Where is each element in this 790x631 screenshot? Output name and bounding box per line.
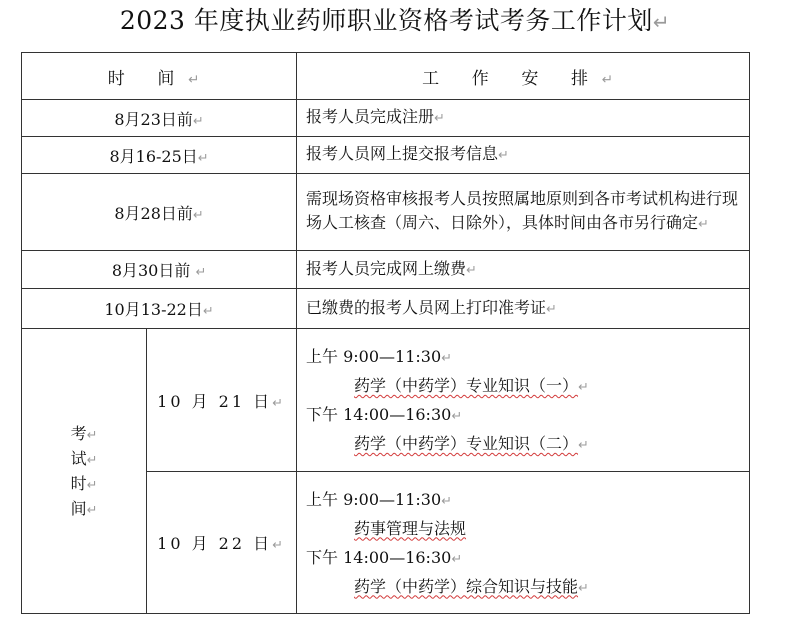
schedule-table xyxy=(21,52,750,614)
paragraph-mark-icon: ↵ xyxy=(451,409,463,424)
paragraph-mark-icon: ↵ xyxy=(652,10,671,34)
paragraph-mark-icon: ↵ xyxy=(546,301,557,317)
header-time xyxy=(22,53,297,100)
paragraph-mark-icon: ↵ xyxy=(441,493,452,509)
paragraph-mark-icon: ↵ xyxy=(86,503,98,518)
session-subject: 药学（中药学）综合知识与技能↵ xyxy=(354,576,589,596)
paragraph-mark-icon: ↵ xyxy=(441,351,452,366)
paragraph-mark-icon: ↵ xyxy=(86,428,98,443)
session-subject: 药学（中药学）专业知识（一）↵ xyxy=(354,376,589,395)
paragraph-mark-icon: ↵ xyxy=(86,478,98,493)
row-task xyxy=(297,137,750,174)
paragraph-mark-icon: ↵ xyxy=(197,150,209,166)
row-date-text: 8月16-25日 xyxy=(109,146,198,166)
paragraph-mark-icon: ↵ xyxy=(451,551,463,567)
row-date xyxy=(22,174,297,251)
paragraph-mark-icon: ↵ xyxy=(466,262,477,278)
exam-label-char: 时↵ xyxy=(70,474,98,493)
paragraph-mark-icon: ↵ xyxy=(86,453,98,468)
paragraph-mark-icon: ↵ xyxy=(578,380,589,395)
header-work xyxy=(297,53,750,100)
exam-date-text: 10 月 22 日 xyxy=(157,534,273,553)
paragraph-mark-icon: ↵ xyxy=(578,580,589,596)
row-task xyxy=(297,174,750,251)
document-title xyxy=(0,4,790,39)
paragraph-mark-icon: ↵ xyxy=(698,217,709,232)
exam-label-char: 试↵ xyxy=(70,449,98,468)
table-header-row xyxy=(22,53,750,100)
row-date-text: 10月13-22日 xyxy=(104,300,203,319)
session-time: 上午 9:00—11:30↵ xyxy=(306,489,452,509)
table-row xyxy=(22,137,750,174)
row-task-text: 报考人员网上提交报考信息 xyxy=(306,144,499,163)
table-row xyxy=(22,174,750,251)
row-date xyxy=(22,289,297,329)
paragraph-mark-icon: ↵ xyxy=(192,207,204,223)
exam-date-text: 10 月 21 日 xyxy=(157,391,273,411)
row-date xyxy=(22,137,297,174)
exam-sessions xyxy=(297,472,750,614)
paragraph-mark-icon: ↵ xyxy=(272,395,286,411)
exam-time-label xyxy=(22,329,147,614)
header-time-label: 时 间 xyxy=(107,68,188,89)
exam-label-char: 考↵ xyxy=(70,424,98,443)
table-row xyxy=(22,100,750,137)
exam-day-row xyxy=(22,329,750,472)
exam-sessions xyxy=(297,329,750,472)
paragraph-mark-icon: ↵ xyxy=(202,304,214,319)
exam-date xyxy=(147,472,297,614)
session-subject: 药事管理与法规 xyxy=(354,518,467,538)
row-task-text: 报考人员完成注册 xyxy=(306,107,435,126)
row-date-text: 8月30日前 xyxy=(111,261,196,280)
session-time: 下午 14:00—16:30↵ xyxy=(306,547,463,567)
row-date xyxy=(22,100,297,137)
row-task-text: 已缴费的报考人员网上打印准考证 xyxy=(306,297,547,317)
paragraph-mark-icon: ↵ xyxy=(498,148,509,163)
paragraph-mark-icon: ↵ xyxy=(195,265,207,280)
row-task-text: 需现场资格审核报考人员按照属地原则到各市考试机构进行现场人工核查（周六、日除外），具体时间由各市另行确定 xyxy=(306,189,739,232)
session-subject: 药学（中药学）专业知识（二）↵ xyxy=(354,434,589,453)
session-time: 上午 9:00—11:30↵ xyxy=(306,347,452,366)
row-task xyxy=(297,100,750,137)
session-time: 下午 14:00—16:30↵ xyxy=(306,405,463,424)
row-task-text: 报考人员完成网上缴费 xyxy=(306,258,467,278)
paragraph-mark-icon: ↵ xyxy=(601,71,624,88)
exam-label-char: 间↵ xyxy=(70,499,98,518)
paragraph-mark-icon: ↵ xyxy=(192,113,204,129)
paragraph-mark-icon: ↵ xyxy=(434,111,445,126)
row-task xyxy=(297,289,750,329)
row-date-text: 8月23日前 xyxy=(114,109,193,129)
table-row xyxy=(22,251,750,289)
paragraph-mark-icon: ↵ xyxy=(187,71,211,88)
table-row xyxy=(22,289,750,329)
row-date xyxy=(22,251,297,289)
row-task xyxy=(297,251,750,289)
paragraph-mark-icon: ↵ xyxy=(272,538,286,553)
header-work-label: 工 作 安 排 xyxy=(422,68,602,89)
title-text: 2023 年度执业药师职业资格考试考务工作计划 xyxy=(119,6,653,35)
row-date-text: 8月28日前 xyxy=(114,203,193,223)
paragraph-mark-icon: ↵ xyxy=(578,438,589,453)
exam-date xyxy=(147,329,297,472)
